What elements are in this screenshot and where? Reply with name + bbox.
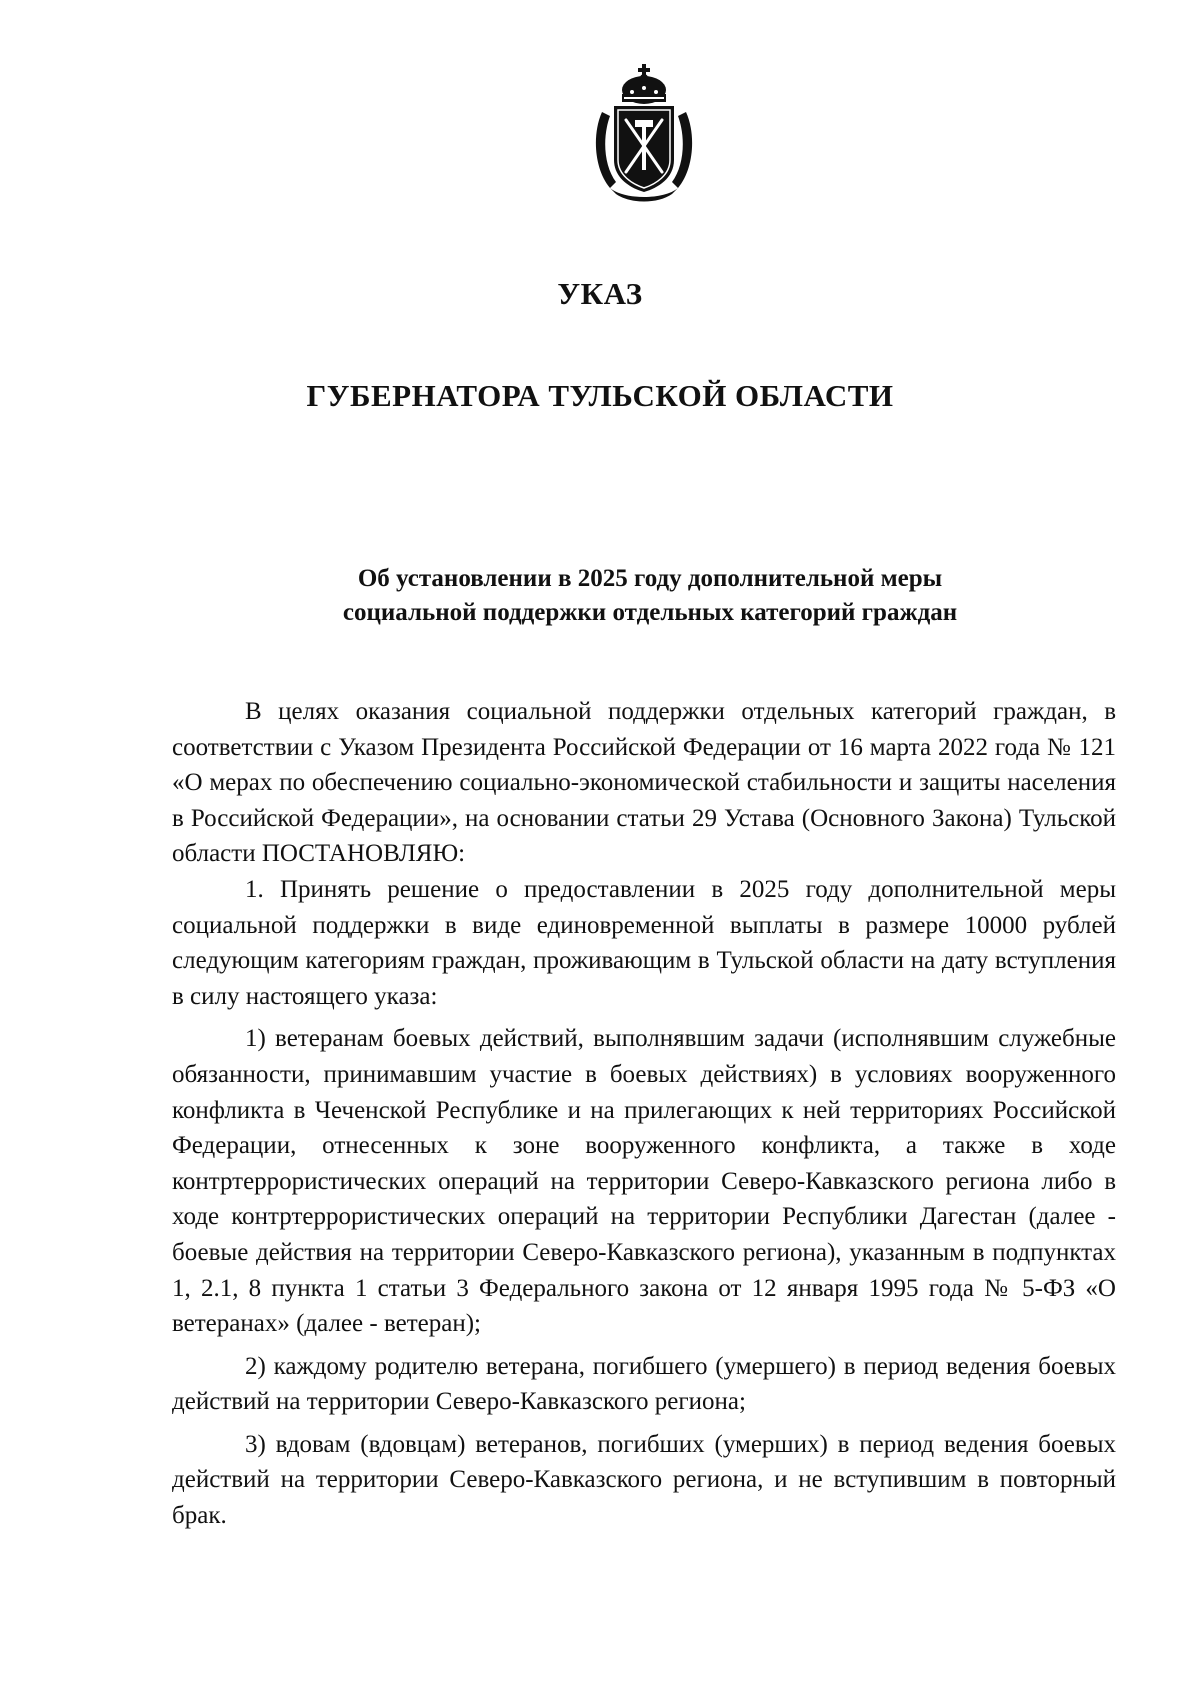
subject-line-2: социальной поддержки отдельных категорий граждан — [342, 599, 958, 626]
item-1-paragraph: 1. Принять решение о предоставлении в 2025 году дополнительной меры социальной поддержки в виде единовременной выплаты в размере 10000 рублей следующим категориям граждан, проживающим в Тульской области на дату вступления в силу настоящего указа: — [172, 875, 1116, 1010]
subject-line-1: Об установлении в 2025 году дополнительной меры — [357, 565, 943, 592]
document-body — [172, 694, 1116, 1534]
preamble-paragraph: В целях оказания социальной поддержки отдельных категорий граждан, в соответствии с Указом Президента Российской Федерации от 16 марта 2022 года № 121 «О мерах по обеспечению социально-экономической стабильности и защиты населения в Российской Федерации», на основании статьи 29 Устава (Основного Закона) Тульской области ПОСТАНОВЛЯЮ: — [172, 698, 1116, 868]
subitem-1-paragraph: 1) ветеранам боевых действий, выполнявшим задачи (исполнявшим служебные обязанности, принимавшим участие в боевых действиях) в условиях вооруженного конфликта в Чеченской Республике и на прилегающих к ней территориях Российской Федерации, отнесенных к зоне вооруженного конфликта, а также в ходе контртеррористических операций на территории Северо-Кавказского региона либо в ходе контртеррористических операций на территории Республики Дагестан (далее - боевые действия на территории Северо-Кавказского региона), указанным в подпунктах 1, 2.1, 8 пункта 1 статьи 3 Федерального закона от 12 января 1995 года № 5-ФЗ «О ветеранах» (далее - ветеран); — [172, 1025, 1116, 1338]
issuer-title: ГУБЕРНАТОРА ТУЛЬСКОЙ ОБЛАСТИ — [306, 378, 894, 413]
subitem-2-paragraph: 2) каждому родителю ветерана, погибшего (умершего) в период ведения боевых действий на территории Северо-Кавказского региона; — [172, 1352, 1116, 1416]
tula-oblast-coat-of-arms-icon — [588, 64, 700, 204]
document-type-title: УКАЗ — [557, 276, 643, 311]
document-subject — [200, 562, 1100, 630]
subitem-3-paragraph: 3) вдовам (вдовцам) ветеранов, погибших (умерших) в период ведения боевых действий на территории Северо-Кавказского региона, и не вступившим в повторный брак. — [172, 1430, 1116, 1530]
